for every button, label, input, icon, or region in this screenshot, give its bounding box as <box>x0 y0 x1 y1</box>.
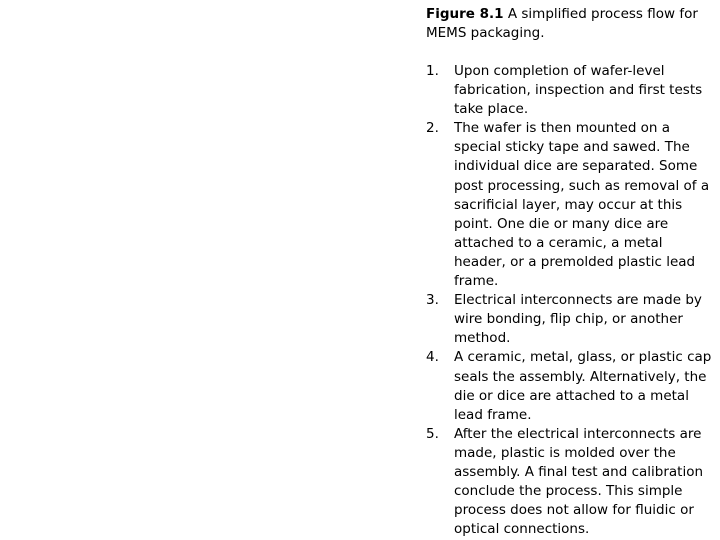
step-number: 1. <box>426 63 439 79</box>
step-number: 4. <box>426 349 439 366</box>
list-item <box>426 119 718 291</box>
step-text: The wafer is then mounted on a special sticky tape and sawed. The individual dice are separated. Some post processing, such as removal of a sacrificial layer, may occur at this point. One die or many dice are attached to a ceramic, a metal header, or a premolded plastic lead frame. <box>454 120 710 290</box>
process-steps-list <box>426 62 718 539</box>
list-item <box>426 348 718 424</box>
step-text: A ceramic, metal, glass, or plastic cap seals the assembly. Alternatively, the die or dice are attached to a metal lead frame. <box>454 349 712 423</box>
step-text: After the electrical interconnects are made, plastic is molded over the assembly. A final test and calibration conclude the process. This simple process does not allow for fluidic or optical connections. <box>454 425 704 538</box>
step-text: Electrical interconnects are made by wire bonding, flip chip, or another method. <box>454 292 702 347</box>
figure-caption-text: A simplified process flow for MEMS packaging. <box>426 6 698 41</box>
figure-label: Figure 8.1 <box>426 6 504 22</box>
step-number: 3. <box>426 292 439 309</box>
list-item <box>426 425 718 540</box>
step-number: 2. <box>426 120 439 137</box>
step-text: Upon completion of wafer-level fabrication, inspection and first tests take place. <box>454 63 703 118</box>
step-number: 5. <box>426 425 439 442</box>
figure-caption <box>426 5 718 43</box>
list-item <box>426 62 718 119</box>
list-item <box>426 291 718 348</box>
